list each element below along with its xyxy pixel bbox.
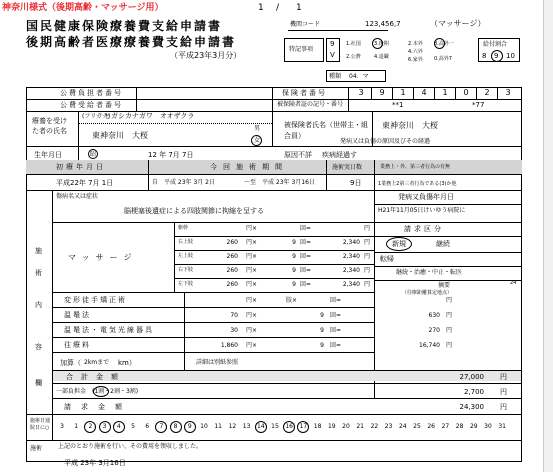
special-opt-5: 4.退職 [374,54,389,60]
extra-price: 70 [230,312,238,319]
diag-text: 脳梗塞後遺症による四肢関節に拘縮を呈する [124,207,264,215]
first-treatment-label: 初療年月日 [56,163,106,171]
massage-amount: 2,340 [342,239,360,246]
kind-box [326,70,386,82]
day-cell: 3 [102,423,107,430]
day-cell: 1 [74,423,79,430]
title-national-health: 国民健康保険療養費支給申請書 [26,19,223,33]
receipt-date: 平成 23年 3月16日 [64,459,126,467]
insured-number: *77 [472,101,485,109]
massage-label: マッサージ [68,253,138,262]
special-opt-ring-2 [434,38,445,49]
dob-value: 12 年 7月 7日 [148,151,194,159]
extra-row-line [52,322,374,323]
footer-side: 施術 [30,445,43,452]
extra-times: 9 [320,342,324,349]
massage-amount-unit: 円 [364,253,371,260]
insurer-digit: 1 [442,88,448,97]
copay-ring [93,386,109,397]
onset-value: H21年11月05日けいゆう病院に [378,207,466,214]
day-cell: 30 [484,423,492,430]
side-char-1: 術 [35,269,42,277]
extra-price: 30 [230,327,238,334]
form-style-label: 神奈川様式（後期高齢・マッサージ用） [2,3,164,13]
extra-price-unit: 円× [246,297,258,304]
claim-amount-value: 24,300 [459,403,484,411]
copay-yen: 円 [500,388,507,396]
side-char-4: 欄 [35,379,42,387]
massage-price-unit: 円× [246,239,258,246]
benefit-8: 8 [482,52,487,60]
side-char-0: 施 [35,247,42,255]
add-label: 加算（ [60,359,81,367]
extra-times-unit: 回= [330,342,342,349]
insurer-digit-divider [476,87,477,99]
injury-label: 業務上・外、第三者行為の有無 [380,164,451,170]
special-opt-8: 0.高外7 [434,56,452,62]
insurer-digit: 1 [400,88,406,97]
day-cell: 25 [413,423,421,430]
insured-name: 東神奈川 大桜 [382,121,438,130]
note-label: 摘要 [438,282,451,289]
vertical-scrollbar[interactable] [543,0,553,472]
insurer-digit: 3 [358,88,364,97]
day-cell: 5 [131,423,135,430]
special-code-box [326,38,340,62]
patient-label: 療養を受けた者の氏名 [32,117,67,135]
kind-value: 04．マ [349,73,369,80]
claim-amount-yen: 円 [500,403,507,411]
extra-price-unit: 円× [246,327,258,334]
day-cell: 14 [256,423,265,430]
period-label: 今回施術期間 [210,163,288,171]
massage-times: 9 [292,267,296,274]
massage-price: 260 [226,267,238,274]
day-cell: 22 [370,423,379,430]
visit-dist: 2kmまで [84,359,110,366]
period-from: 自 平成 23年 3月 2日 [152,179,215,186]
insurer-digit: 2 [484,88,490,97]
extra-label: 温罨法 [64,311,91,319]
page-total: 1 [296,3,302,13]
day-circle [184,421,196,433]
insurer-digit-divider [455,87,456,99]
massage-part: 右下肢 [178,267,194,273]
result-values: 継続・治癒・中止・転医 [396,269,463,276]
special-opt-1: 3.後期 [374,41,389,47]
inst-type: （マッサージ） [430,19,486,28]
massage-amount: 2,340 [342,253,360,260]
day-cell: 28 [455,423,464,430]
extra-times: 9 [320,327,324,334]
benefit-ring [491,50,503,62]
massage-amount: 2,340 [342,281,360,288]
recipient-label: 公費受給者番号 [60,101,123,109]
special-notes-box [284,38,324,62]
claim-period: （平成23年3月分） [170,51,242,60]
special-opt-0: 1.社国 [346,41,361,47]
day-circle [170,421,182,433]
days-value: 9日 [350,179,362,187]
massage-amount-unit: 円 [364,267,371,274]
massage-part: 左上肢 [178,253,194,259]
day-cell: 10 [200,423,208,430]
special-opt-3: 8.高外一 [434,41,454,47]
dob-era-ring [88,149,98,159]
massage-price: 260 [226,281,238,288]
extra-row-line [52,307,374,308]
day-cell: 29 [469,423,478,430]
dob-era: 昭 [90,151,97,158]
extra-times-unit: 回= [330,327,342,334]
day-cell: 6 [145,423,150,430]
day-cell: 13 [242,423,251,430]
insurer-digit-divider [413,87,414,99]
massage-part: 左下肢 [178,281,194,287]
cause-text: 疾病経過す [322,151,357,159]
extra-amount-unit: 円 [446,297,453,304]
result-label: 転帰 [380,255,394,263]
extra-label: 変形徒手矯正術 [64,296,127,304]
day-cell: 27 [441,423,450,430]
extra-price-unit: 円× [246,312,258,319]
total-label: 合計金額 [66,373,126,381]
payer-label: 公費負担者番号 [60,89,123,97]
extra-parts-unit: 肢× [286,297,298,304]
extra-amount-unit: 円 [446,312,453,319]
cause-label: 発病又は負傷の原因及びその経過 [340,138,431,145]
day-circle [255,421,267,433]
day-cell: 19 [327,423,336,430]
insured-symbol-label: 被保険者証の記号・番号 [277,101,344,108]
benefit-label: 給付割合 [483,41,508,48]
massage-part: 躯幹 [178,225,189,231]
days-label: 施術実日数 [332,164,363,171]
massage-part: 右上肢 [178,239,194,245]
copay-value: 2,700 [463,388,484,396]
sex-female: 女 [254,137,261,144]
kind-label: 種類 [329,73,342,80]
cause-unknown: 原因不詳 [284,151,312,159]
day-cell: 3 [60,423,64,430]
extra-times: 9 [320,312,324,319]
massage-price-unit: 円× [246,267,258,274]
detail-note: 詳細は別紙参照 [196,359,239,366]
extra-label: 温罨法・電気光線器具 [64,326,154,334]
massage-price: 260 [226,253,238,260]
extra-row-line [52,337,374,338]
massage-times: 9 [292,253,296,260]
first-treatment-date: 平成22年 7月 1日 [56,179,114,187]
massage-times-unit: 回= [300,267,312,274]
furigana-label: (フリガナ) [82,113,111,120]
claim-amount-label: 請求金額 [64,403,132,411]
massage-row-line [174,278,374,279]
note-sub: （往療距離算定地点） [402,290,453,296]
massage-amount-unit: 円 [364,281,371,288]
insurer-no-label: 保険者番号 [282,89,327,97]
special-code-1: 9 [330,40,335,48]
sex-male: 男 [254,125,261,132]
massage-row-line [174,236,374,237]
day-cell: 24 [398,423,407,430]
day-circle [113,421,125,433]
massage-row-line [174,250,374,251]
benefit-10: 10 [506,52,515,60]
claim-new: 新規 [392,240,406,248]
massage-amount-unit: 円 [364,225,371,232]
massage-times-unit: 回= [300,225,312,232]
day-cell: 18 [313,423,322,430]
massage-price: 260 [226,239,238,246]
insurer-digit: 0 [463,88,469,97]
insurer-digit-divider [497,87,498,99]
special-notes-label: 特記事項 [289,46,314,53]
special-opt-2: 2.本外 [408,41,423,47]
extra-amount-unit: 円 [446,342,453,349]
extra-times-unit: 回= [330,312,342,319]
total-yen: 円 [500,373,507,381]
side-char-3: 容 [35,343,42,351]
special-opt-7: 6.家外 [408,57,423,63]
day-cell: 12 [228,423,237,430]
title-late-elderly: 後期高齢者医療療養費支給申請書 [26,35,237,49]
page-number: 1 [258,3,264,13]
day-cell: 16 [285,423,293,430]
insured-symbol: **1 [392,101,404,109]
extra-label: 往療料 [64,341,91,349]
furigana: ヒガシカナガワ オオザクラ [104,112,195,120]
massage-price-unit: 円× [246,253,258,260]
insurer-digit: 9 [379,88,385,97]
diag-label: 傷病名又は症状 [56,193,99,200]
massage-amount: 2,340 [342,267,360,274]
extra-times-unit: 回= [330,297,342,304]
claim-continue: 継続 [436,240,450,248]
insurer-digit: 3 [505,88,511,97]
extra-row-line [52,352,374,353]
note-num: 24 [510,280,517,286]
injury-text: 1業務上2第三者行為である(3)か他 [378,181,457,187]
insurer-digit-divider [434,87,435,99]
sex-ring [251,135,262,146]
copay-options: (1割・2割・3割) [92,388,139,395]
special-opt-4: 2.公費 [346,54,361,60]
massage-price-unit: 円× [246,281,258,288]
extra-price: 1,860 [220,342,238,349]
extra-amount: 630 [428,312,440,319]
massage-price-unit: 円× [246,225,258,232]
day-cell: 7 [159,423,164,430]
add-km: km） [118,359,136,367]
massage-row-line [174,264,374,265]
claim-type-label: 請求区分 [404,225,444,233]
day-cell: 20 [342,423,350,430]
extra-amount: 16,740 [419,342,440,349]
benefit-9: 9 [494,52,499,60]
insurer-digit-divider [371,87,372,99]
day-cell: 17 [299,423,308,430]
page-separator: / [276,3,280,13]
days-row-label: 施術日通院日に○ [30,418,51,431]
massage-times-unit: 回= [300,239,312,246]
extra-amount: 270 [428,327,440,334]
massage-amount-unit: 円 [364,239,371,246]
claim-new-ring [386,237,412,251]
day-circle [99,421,111,433]
onset-label: 発病又負傷年月日 [398,193,454,201]
insurer-digit: 4 [421,88,427,97]
special-code-2: V [330,51,335,59]
patient-name: 東神奈川 大桜 [92,131,148,140]
massage-times-unit: 回= [300,281,312,288]
total-value: 27,000 [459,373,484,381]
day-cell: 2 [88,423,93,430]
benefit-box [478,38,520,62]
side-char-2: 内 [35,301,42,309]
period-to: ～至 平成 23年 3月16日 [244,179,315,186]
day-cell: 11 [214,423,222,430]
extra-price-unit: 円× [246,342,258,349]
massage-times: 9 [292,281,296,288]
special-opt-6: 4.六外 [408,49,423,55]
day-cell: 21 [356,423,364,430]
day-cell: 4 [116,423,121,430]
copay-label: 一部負担金 [56,388,87,395]
massage-times: 9 [292,239,296,246]
day-cell: 9 [187,423,192,430]
inst-code: 123,456,7 [365,20,401,28]
extra-col-line [184,292,185,370]
day-cell: 23 [384,423,393,430]
extra-amount-unit: 円 [446,327,453,334]
day-cell: 8 [173,423,178,430]
day-cell: 31 [498,423,506,430]
insured-name-label: 被保険者氏名（世帯主・組合員） [284,121,368,140]
special-opt-ring [372,38,383,49]
dob-label: 生年月日 [34,151,62,159]
day-cell: 26 [427,423,435,430]
massage-times-unit: 回= [300,253,312,260]
insurer-digit-divider [392,87,393,99]
receipt-text: 上記のとおり施術を行い、その費用を領収しました。 [58,443,203,450]
day-cell: 15 [271,423,279,430]
inst-code-label: 機関コード [290,21,321,28]
